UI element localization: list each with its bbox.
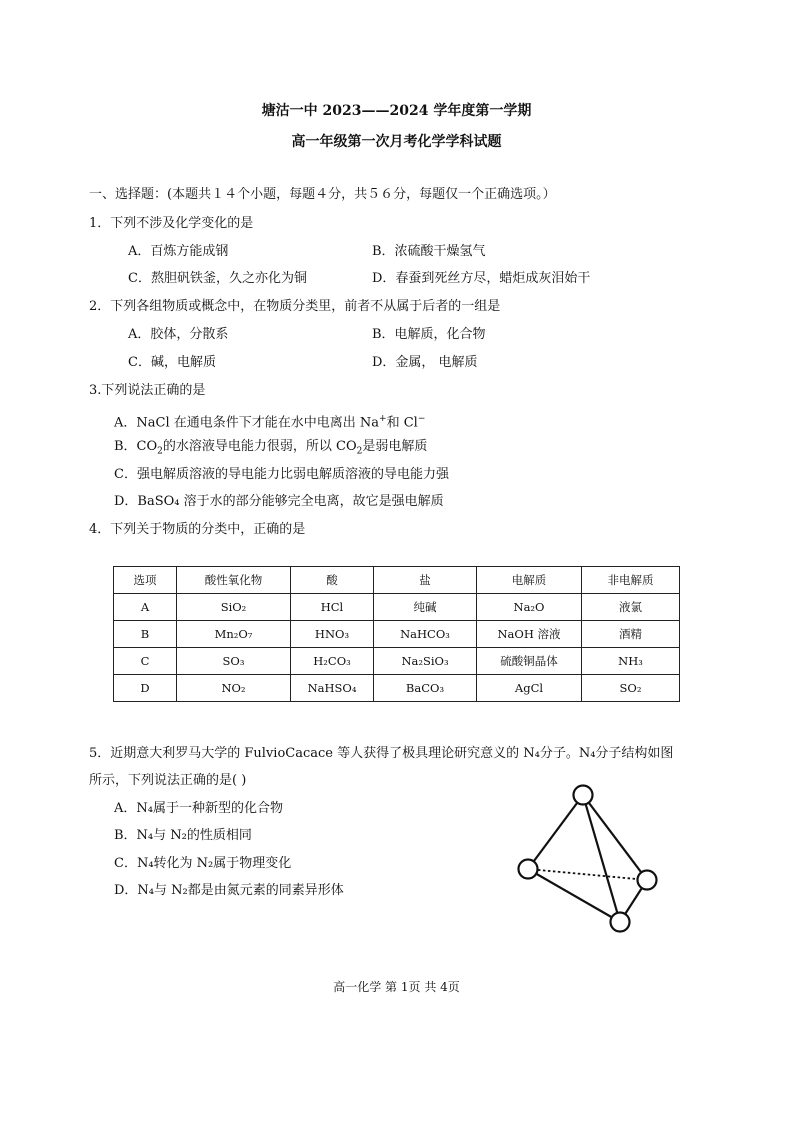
bond-line [528,795,583,869]
table-row [114,594,680,621]
q4-stem: 4．下列关于物质的分类中，正确的是 [89,522,306,537]
bond-line [583,795,647,880]
table-cell: SO₃ [177,648,291,675]
page-footer: 高一化学 第 1页 共 4页 [333,980,460,994]
table-cell: H₂CO₃ [291,648,374,675]
table-header-cell: 电解质 [477,567,582,594]
q2-option-c: C．碱，电解质 [128,355,216,370]
q1-stem: 1．下列不涉及化学变化的是 [89,216,254,231]
table-header-cell: 选项 [114,567,177,594]
n-atom [519,860,538,879]
table-cell: C [114,648,177,675]
q1-option-a: A．百炼方能成钢 [128,244,229,259]
q5-option-d: D．N₄与 N₂都是由氮元素的同素异形体 [114,883,344,898]
table-header-cell: 非电解质 [582,567,680,594]
table-header-cell: 酸性氧化物 [177,567,291,594]
q5-option-b: B．N₄与 N₂的性质相同 [114,828,252,843]
q3-option-d: D．BaSO₄ 溶于水的部分能够完全电离，故它是强电解质 [114,494,444,509]
table-cell: BaCO₃ [374,675,477,702]
q2-stem: 2．下列各组物质或概念中，在物质分类里，前者不从属于后者的一组是 [89,299,501,314]
table-cell: D [114,675,177,702]
q3-option-c: C．强电解质溶液的导电能力比弱电解质溶液的导电能力强 [114,467,449,482]
table-cell: A [114,594,177,621]
q3-stem: 3.下列说法正确的是 [89,383,206,398]
table-cell: SiO₂ [177,594,291,621]
n4-molecule-diagram [505,775,670,940]
q5-option-c: C．N₄转化为 N₂属于物理变化 [114,856,292,871]
section-heading: 一、选择题：(本题共１４个小题，每题４分，共５６分，每题仅一个正确选项。） [89,187,556,202]
exam-title: 塘沽一中 2023——2024 学年度第一学期 [261,103,532,119]
table-cell: NaHCO₃ [374,621,477,648]
table-cell: AgCl [477,675,582,702]
table-header-cell: 酸 [291,567,374,594]
q5-stem-line1: 5．近期意大利罗马大学的 FulvioCacace 等人获得了极具理论研究意义的 N₄分子。N₄分子结构如图 [89,746,674,761]
q2-option-d: D．金属， 电解质 [372,355,478,370]
table-cell: 液氯 [582,594,680,621]
q5-stem-line2: 所示，下列说法正确的是( ) [89,773,247,788]
q2-option-b: B．电解质，化合物 [372,327,486,342]
table-cell: NO₂ [177,675,291,702]
n-atom [638,871,657,890]
q1-option-c: C．熬胆矾铁釜，久之亦化为铜 [128,271,307,286]
q1-option-d: D．春蚕到死丝方尽，蜡炬成灰泪始干 [372,271,591,286]
exam-subtitle: 高一年级第一次月考化学学科试题 [291,134,502,150]
table-cell: Na₂O [477,594,582,621]
table-cell: B [114,621,177,648]
q5-option-a: A．N₄属于一种新型的化合物 [114,801,283,816]
q3-option-a: A．NaCl 在通电条件下才能在水中电离出 Na+和 Cl− [114,414,426,431]
table-cell: 纯碱 [374,594,477,621]
n-atom [611,913,630,932]
table-cell: SO₂ [582,675,680,702]
table-row [114,621,680,648]
q3-option-b: B．$CO_2$的水溶液导电能力很弱，所以 $CO_2$是弱电解质 [114,439,428,457]
table-cell: NH₃ [582,648,680,675]
q1-option-b: B．浓硫酸干燥氢气 [372,244,486,259]
table-header-row [114,567,680,594]
table-cell: Na₂SiO₃ [374,648,477,675]
n-atom [574,786,593,805]
table-cell: Mn₂O₇ [177,621,291,648]
table-cell: NaHSO₄ [291,675,374,702]
table-cell: HNO₃ [291,621,374,648]
classification-table [113,566,680,702]
table-row [114,648,680,675]
table-cell: 硫酸铜晶体 [477,648,582,675]
table-cell: HCl [291,594,374,621]
table-cell: NaOH 溶液 [477,621,582,648]
table-cell: 酒精 [582,621,680,648]
table-row [114,675,680,702]
table-header-cell: 盐 [374,567,477,594]
q2-option-a: A．胶体，分散系 [128,327,229,342]
